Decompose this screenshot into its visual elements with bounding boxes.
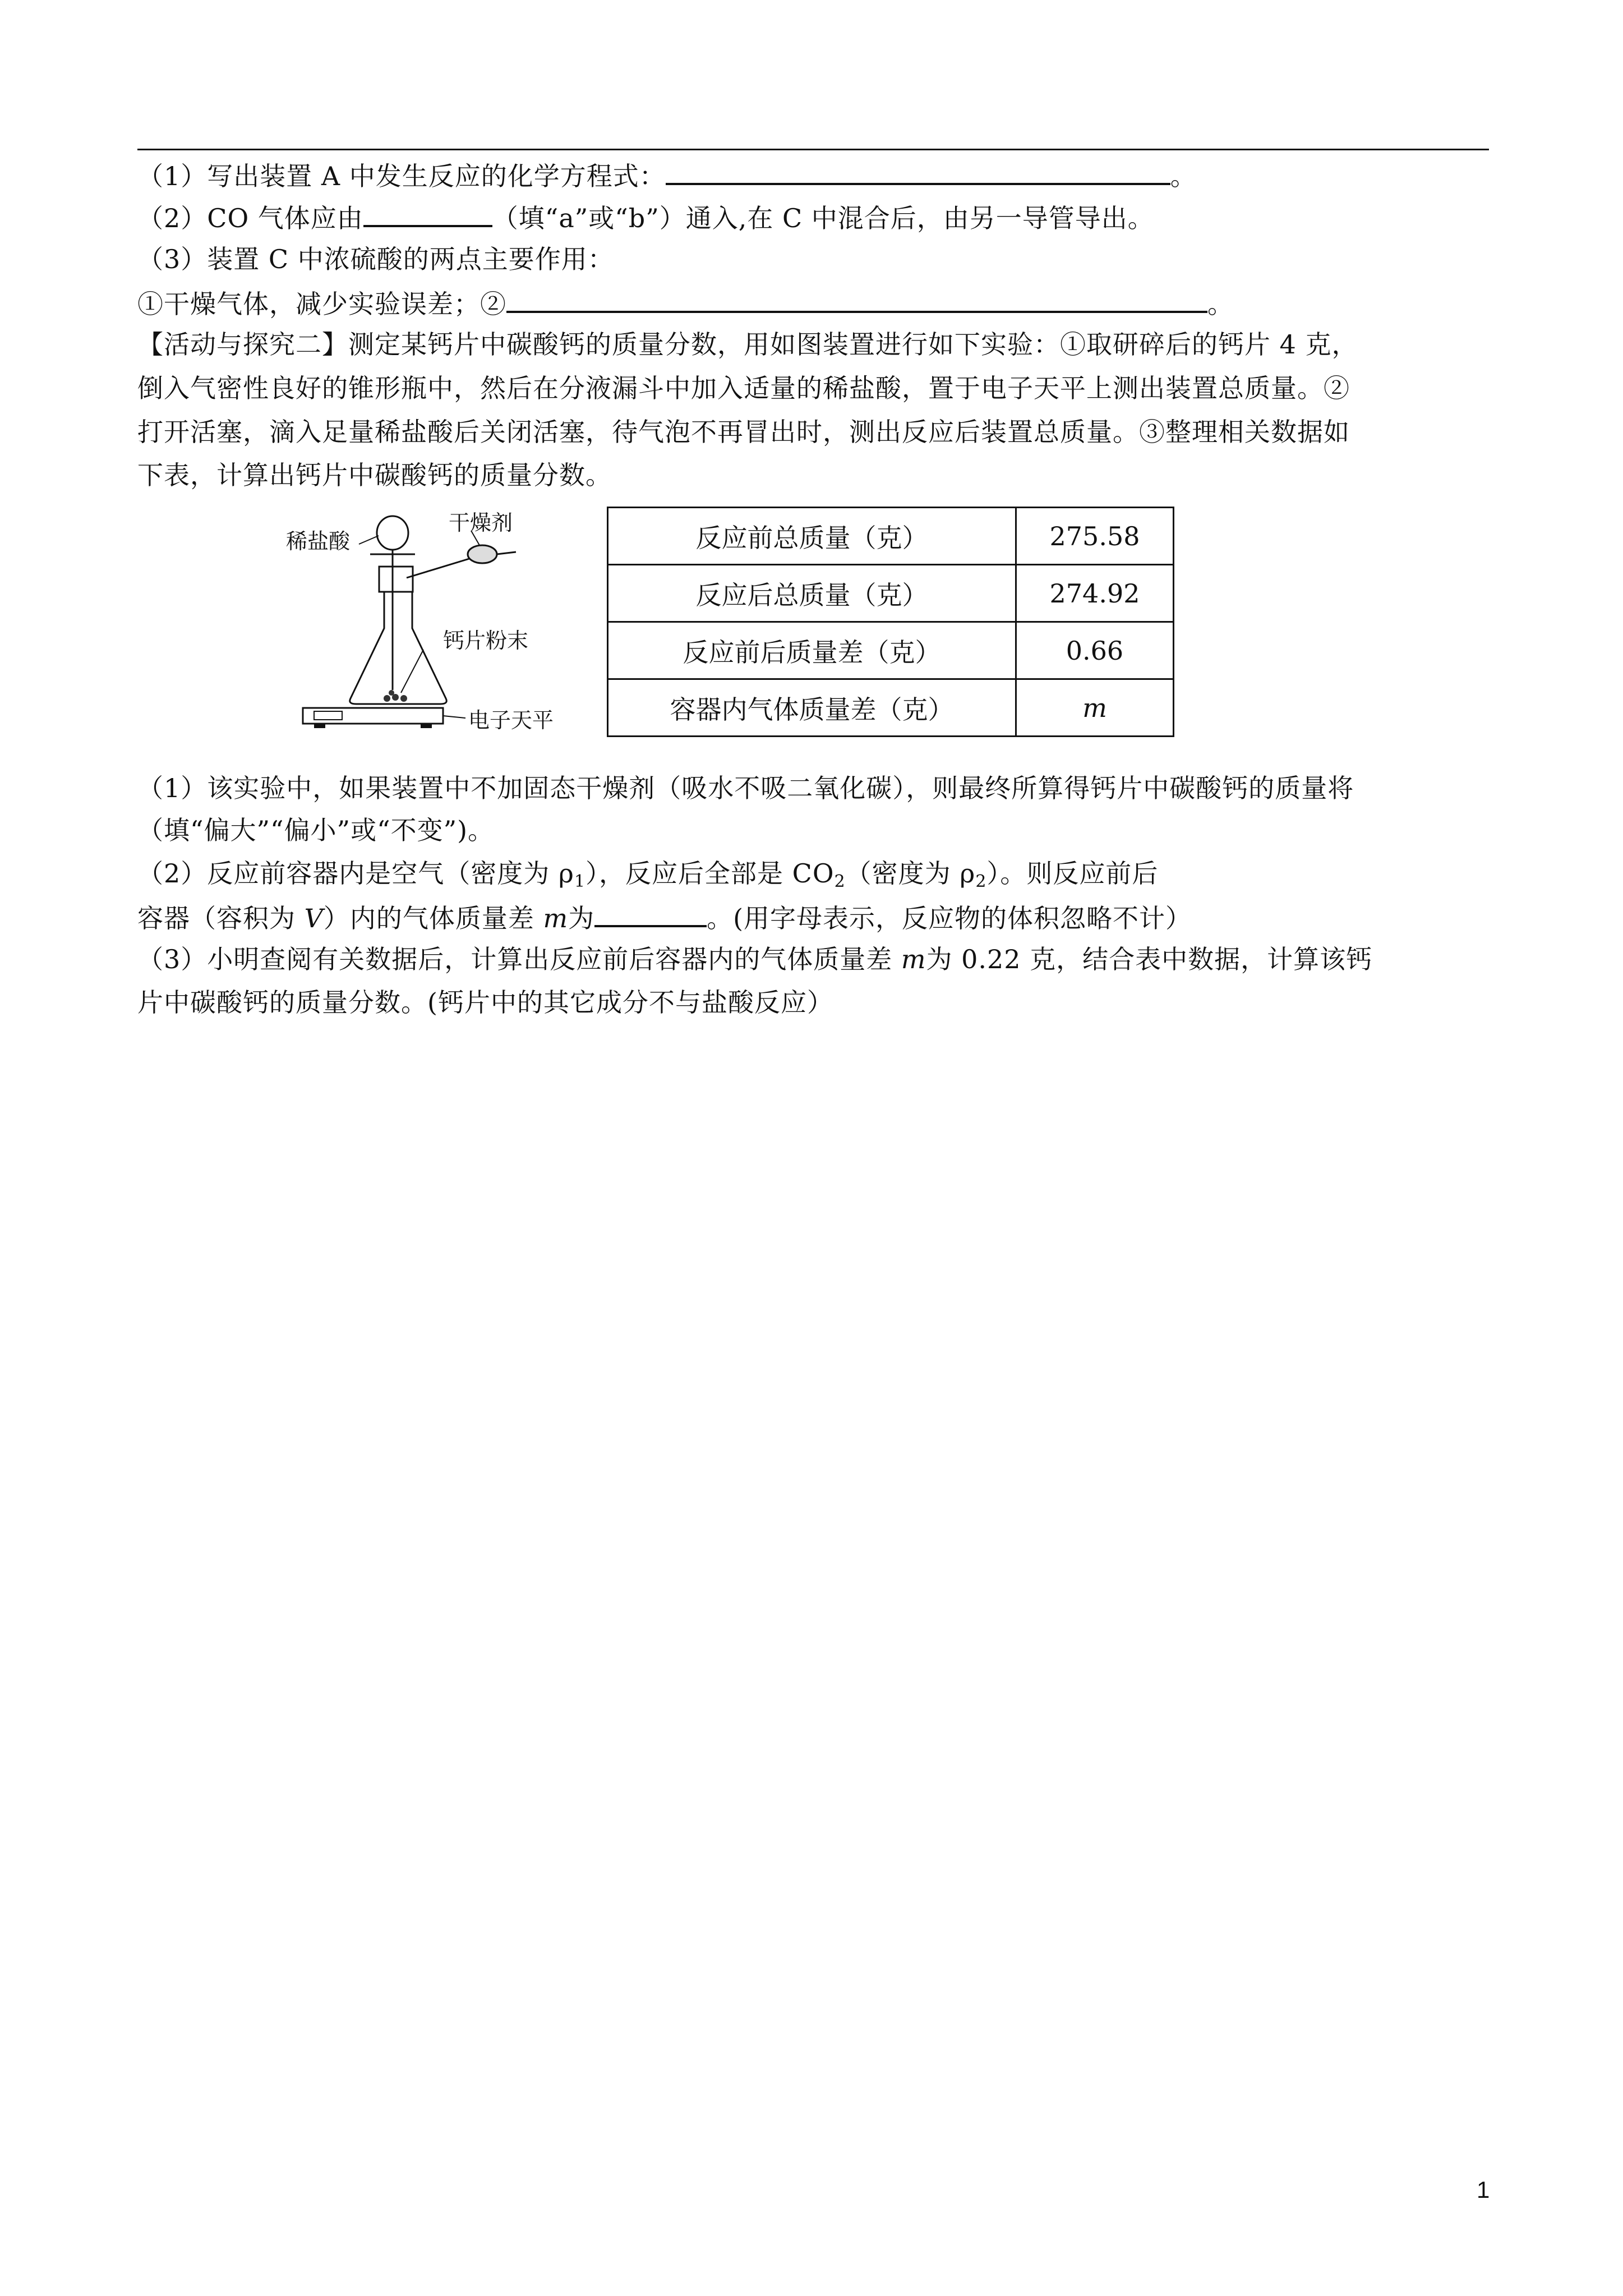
desiccant-tube bbox=[468, 545, 497, 563]
answer-blank-4[interactable] bbox=[594, 899, 707, 927]
page-number: 1 bbox=[1477, 2177, 1490, 2203]
part2-q1-line1: （1）该实验中，如果装置中不加固态干燥剂（吸水不吸二氧化碳），则最终所算得钙片中碳酸钙的质量将 bbox=[137, 773, 1354, 803]
row-label: 反应后总质量（克） bbox=[608, 565, 1016, 622]
activity2-line4: 下表，计算出钙片中碳酸钙的质量分数。 bbox=[137, 460, 612, 490]
activity2-line1: 【活动与探究二】测定某钙片中碳酸钙的质量分数，用如图装置进行如下实验：①取研碎后的钙片 4 克， bbox=[137, 329, 1358, 360]
question-3: （3）装置 C 中浓硫酸的两点主要作用： bbox=[137, 244, 614, 274]
question-3-answer: ①干燥气体，减少实验误差；② 。 bbox=[137, 285, 1234, 321]
question-2: （2）CO 气体应由 （填“a”或“b”）通入,在 C 中混合后，由另一导管导出。 bbox=[137, 199, 1154, 235]
row-label: 反应前后质量差（克） bbox=[608, 622, 1016, 679]
table-row bbox=[608, 622, 1174, 679]
electronic-balance bbox=[303, 708, 443, 724]
label-desiccant: 干燥剂 bbox=[449, 510, 513, 535]
row-value: 275.58 bbox=[1016, 508, 1174, 565]
row-label: 容器内气体质量差（克） bbox=[608, 679, 1016, 737]
question-1: （1）写出装置 A 中发生反应的化学方程式： 。 bbox=[137, 157, 1197, 193]
row-value: 0.66 bbox=[1016, 622, 1174, 679]
funnel-bulb bbox=[377, 516, 408, 550]
conical-flask bbox=[350, 592, 447, 704]
answer-blank-2[interactable] bbox=[363, 199, 492, 227]
label-calcium-powder: 钙片粉末 bbox=[443, 628, 529, 653]
table-row bbox=[608, 565, 1174, 622]
part2-q3-line2: 片中碳酸钙的质量分数。(钙片中的其它成分不与盐酸反应） bbox=[137, 987, 833, 1018]
answer-blank-1[interactable] bbox=[666, 157, 1170, 185]
row-value: m bbox=[1016, 679, 1174, 737]
table-row bbox=[608, 679, 1174, 737]
part2-q2-line1: （2）反应前容器内是空气（密度为 $\rho_1$），反应后全部是 $CO_2$（密度为 $\rho_2$）。则反应前后 bbox=[137, 858, 1159, 891]
activity2-line3: 打开活塞，滴入足量稀盐酸后关闭活塞，待气泡不再冒出时，测出反应后装置总质量。③整理相关数据如 bbox=[137, 417, 1350, 447]
part2-q2-line2: 容器（容积为 V）内的气体质量差 m为 。(用字母表示，反应物的体积忽略不计） bbox=[137, 899, 1192, 935]
mass-data-table bbox=[607, 507, 1174, 737]
label-dilute-hcl: 稀盐酸 bbox=[286, 529, 351, 554]
part2-q3-line1: （3）小明查阅有关数据后，计算出反应前后容器内的气体质量差 m为 0.22 克，结合表中数据，计算该钙 bbox=[137, 944, 1373, 974]
row-label: 反应前总质量（克） bbox=[608, 508, 1016, 565]
label-balance: 电子天平 bbox=[468, 708, 554, 733]
row-value: 274.92 bbox=[1016, 565, 1174, 622]
answer-blank-3[interactable] bbox=[506, 285, 1207, 313]
part2-q1-line2: （填“偏大”“偏小”或“不变”)。 bbox=[137, 815, 495, 845]
table-row bbox=[608, 508, 1174, 565]
apparatus-figure bbox=[280, 505, 572, 740]
header-rule bbox=[137, 149, 1489, 150]
activity2-line2: 倒入气密性良好的锥形瓶中，然后在分液漏斗中加入适量的稀盐酸，置于电子天平上测出装置总质量。② bbox=[137, 373, 1350, 403]
